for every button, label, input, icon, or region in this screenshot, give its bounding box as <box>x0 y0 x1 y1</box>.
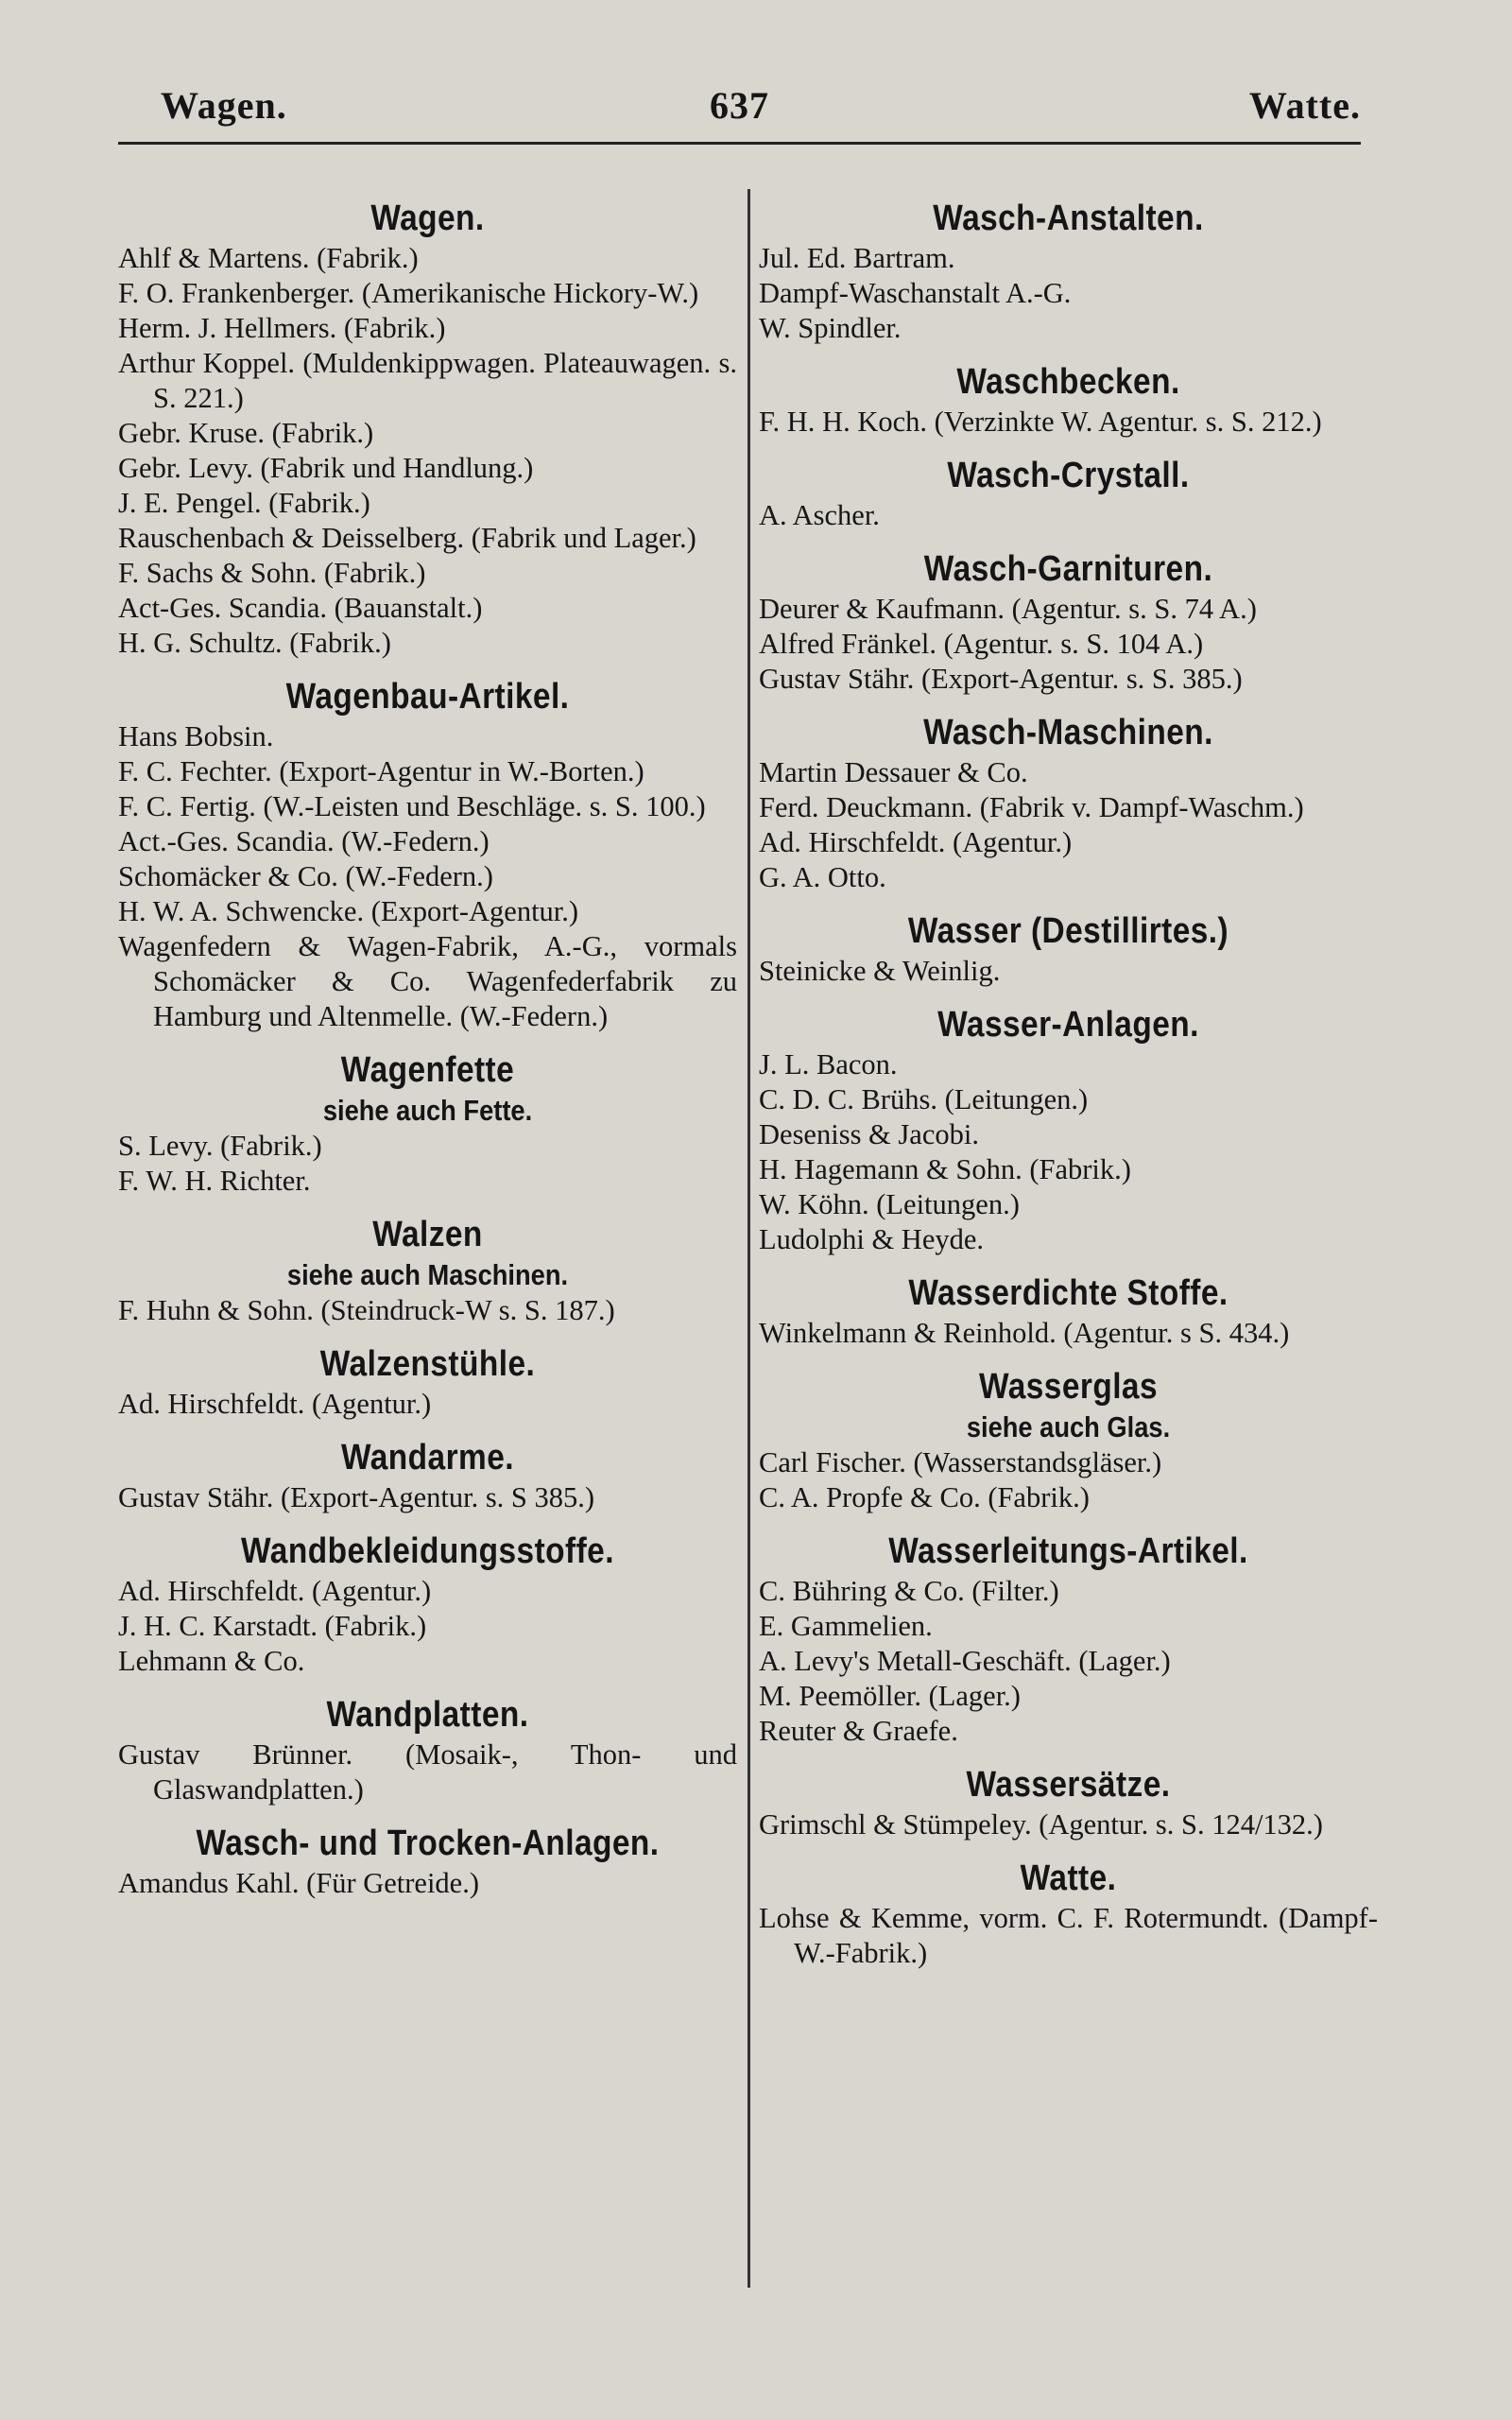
directory-section <box>118 1529 737 1679</box>
company-entry: C. D. C. Brühs. (Leitungen.) <box>759 1083 1089 1115</box>
section-heading: Wagenfette <box>340 1050 515 1090</box>
company-entry: Ahlf & Martens. (Fabrik.) <box>118 242 419 274</box>
section-heading: Wasch-Maschinen. <box>923 713 1213 752</box>
section-heading: Wagenbau-Artikel. <box>285 677 570 717</box>
company-entry: Herm. J. Hellmers. (Fabrik.) <box>118 312 446 344</box>
company-entry: A. Ascher. <box>759 499 880 531</box>
directory-section <box>759 546 1378 697</box>
company-entry: Schomäcker & Co. (W.-Federn.) <box>118 860 493 892</box>
section-heading: Watte. <box>1020 1858 1117 1898</box>
company-entry: M. Peemöller. (Lager.) <box>759 1680 1021 1712</box>
company-entry: Act-Ges. Scandia. (Bauanstalt.) <box>118 592 483 624</box>
company-entry: Jul. Ed. Bartram. <box>759 242 955 274</box>
directory-section <box>759 1529 1378 1749</box>
company-entry: H. Hagemann & Sohn. (Fabrik.) <box>759 1153 1131 1185</box>
company-entry: F. W. H. Richter. <box>118 1165 311 1197</box>
directory-section <box>118 1821 737 1901</box>
directory-section <box>759 908 1378 989</box>
company-entry: G. A. Otto. <box>759 861 886 893</box>
company-entry: J. H. C. Karstadt. (Fabrik.) <box>118 1610 427 1642</box>
directory-section <box>118 1435 737 1515</box>
section-heading: Wasserdichte Stoffe. <box>908 1273 1228 1313</box>
company-entry: Winkelmann & Reinhold. (Agentur. s S. 434.) <box>759 1317 1290 1349</box>
header-rule <box>118 142 1361 145</box>
company-entry: C. A. Propfe & Co. (Fabrik.) <box>759 1481 1090 1513</box>
company-entry: Alfred Fränkel. (Agentur. s. S. 104 A.) <box>759 628 1204 660</box>
left-column <box>118 182 737 1901</box>
company-entry: Deseniss & Jacobi. <box>759 1118 979 1150</box>
company-entry: W. Spindler. <box>759 312 902 344</box>
company-entry: Ad. Hirschfeldt. (Agentur.) <box>759 826 1073 858</box>
company-entry: J. E. Pengel. (Fabrik.) <box>118 487 370 519</box>
company-entry: F. H. H. Koch. (Verzinkte W. Agentur. s. S. 212.) <box>759 406 1322 438</box>
directory-section <box>759 1856 1378 1971</box>
directory-section <box>759 1364 1378 1515</box>
section-heading: Wasch-Anstalten. <box>933 199 1204 238</box>
company-entry: Ludolphi & Heyde. <box>759 1223 985 1255</box>
company-entry: Steinicke & Weinlig. <box>759 955 1001 987</box>
directory-section <box>759 453 1378 533</box>
company-entry: Gustav Stähr. (Export-Agentur. s. S. 385.) <box>759 663 1243 695</box>
section-heading: Wasch-Garnituren. <box>923 549 1213 589</box>
company-entry: Rauschenbach & Deisselberg. (Fabrik und Lager.) <box>118 522 696 554</box>
company-entry: F. Huhn & Sohn. (Steindruck-W s. S. 187.) <box>118 1294 615 1326</box>
company-entry: F. C. Fechter. (Export-Agentur in W.-Borten.) <box>118 755 644 787</box>
page-number: 637 <box>710 84 769 127</box>
right-column <box>759 182 1378 1971</box>
company-entry: F. Sachs & Sohn. (Fabrik.) <box>118 557 426 589</box>
company-entry: Arthur Koppel. (Muldenkippwagen. Plateauwagen. s. S. 221.) <box>118 347 737 414</box>
company-entry: Carl Fischer. (Wasserstandsgläser.) <box>759 1446 1162 1478</box>
company-entry: Ad. Hirschfeldt. (Agentur.) <box>118 1575 432 1607</box>
company-entry: Gustav Stähr. (Export-Agentur. s. S 385.) <box>118 1481 595 1513</box>
directory-section <box>759 196 1378 346</box>
section-heading: Walzenstühle. <box>319 1344 536 1384</box>
section-heading: Wasserleitungs-Artikel. <box>888 1531 1248 1571</box>
section-heading: Wandplatten. <box>326 1695 529 1735</box>
directory-section <box>118 1212 737 1328</box>
company-entry: S. Levy. (Fabrik.) <box>118 1130 322 1162</box>
section-cross-reference: siehe auch Glas. <box>966 1410 1171 1443</box>
section-heading: Wandarme. <box>341 1438 514 1478</box>
company-entry: J. L. Bacon. <box>759 1048 898 1080</box>
company-entry: Act.-Ges. Scandia. (W.-Federn.) <box>118 825 490 857</box>
section-heading: Wagen. <box>370 199 485 238</box>
section-heading: Wasch- und Trocken-Anlagen. <box>196 1824 660 1863</box>
directory-section <box>118 1047 737 1199</box>
running-head <box>118 83 1361 140</box>
company-entry: Deurer & Kaufmann. (Agentur. s. S. 74 A.) <box>759 593 1257 625</box>
directory-section <box>118 674 737 1034</box>
directory-section <box>118 196 737 661</box>
running-head-right: Watte. <box>1248 84 1361 127</box>
company-entry: Lehmann & Co. <box>118 1645 305 1677</box>
directory-section <box>759 359 1378 440</box>
company-entry: Amandus Kahl. (Für Getreide.) <box>118 1867 479 1899</box>
company-entry: H. G. Schultz. (Fabrik.) <box>118 627 391 659</box>
directory-section <box>759 710 1378 895</box>
section-heading: Wassersätze. <box>966 1765 1171 1805</box>
section-heading: Wasser (Destillirtes.) <box>907 911 1229 951</box>
directory-section <box>759 1002 1378 1257</box>
company-entry: Wagenfedern & Wagen-Fabrik, A.-G., vormals Schomäcker & Co. Wagenfederfabrik zu Hamburg und Altenmelle. (W.-Federn.) <box>118 930 737 1032</box>
company-entry: Ad. Hirschfeldt. (Agentur.) <box>118 1388 432 1420</box>
company-entry: F. C. Fertig. (W.-Leisten und Beschläge. s. S. 100.) <box>118 790 706 822</box>
company-entry: C. Bühring & Co. (Filter.) <box>759 1575 1059 1607</box>
section-heading: Wandbekleidungsstoffe. <box>241 1531 614 1571</box>
company-entry: W. Köhn. (Leitungen.) <box>759 1188 1020 1220</box>
company-entry: Lohse & Kemme, vorm. C. F. Rotermundt. (Dampf-W.-Fabrik.) <box>759 1902 1378 1969</box>
section-heading: Wasserglas <box>978 1367 1159 1407</box>
directory-section <box>759 1762 1378 1842</box>
company-entry: Ferd. Deuckmann. (Fabrik v. Dampf-Waschm.) <box>759 791 1304 823</box>
section-heading: Wasch-Crystall. <box>947 456 1190 495</box>
section-heading: Wasser-Anlagen. <box>937 1005 1199 1045</box>
column-divider <box>747 189 750 2288</box>
company-entry: Reuter & Graefe. <box>759 1715 958 1747</box>
company-entry: E. Gammelien. <box>759 1610 933 1642</box>
section-cross-reference: siehe auch Fette. <box>322 1094 533 1127</box>
company-entry: F. O. Frankenberger. (Amerikanische Hickory-W.) <box>118 277 699 309</box>
company-entry: Gustav Brünner. (Mosaik-, Thon- und Glaswandplatten.) <box>118 1738 737 1806</box>
company-entry: Gebr. Kruse. (Fabrik.) <box>118 417 374 449</box>
running-head-left: Wagen. <box>161 84 287 127</box>
company-entry: Dampf-Waschanstalt A.-G. <box>759 277 1072 309</box>
directory-section <box>118 1341 737 1422</box>
directory-section <box>759 1270 1378 1351</box>
company-entry: A. Levy's Metall-Geschäft. (Lager.) <box>759 1645 1171 1677</box>
company-entry: H. W. A. Schwencke. (Export-Agentur.) <box>118 895 579 927</box>
directory-section <box>118 1692 737 1807</box>
company-entry: Gebr. Levy. (Fabrik und Handlung.) <box>118 452 534 484</box>
company-entry: Martin Dessauer & Co. <box>759 756 1028 788</box>
section-heading: Walzen <box>372 1215 483 1254</box>
section-cross-reference: siehe auch Maschinen. <box>286 1258 569 1291</box>
company-entry: Hans Bobsin. <box>118 720 274 752</box>
company-entry: Grimschl & Stümpeley. (Agentur. s. S. 124/132.) <box>759 1808 1323 1841</box>
section-heading: Waschbecken. <box>956 362 1180 402</box>
